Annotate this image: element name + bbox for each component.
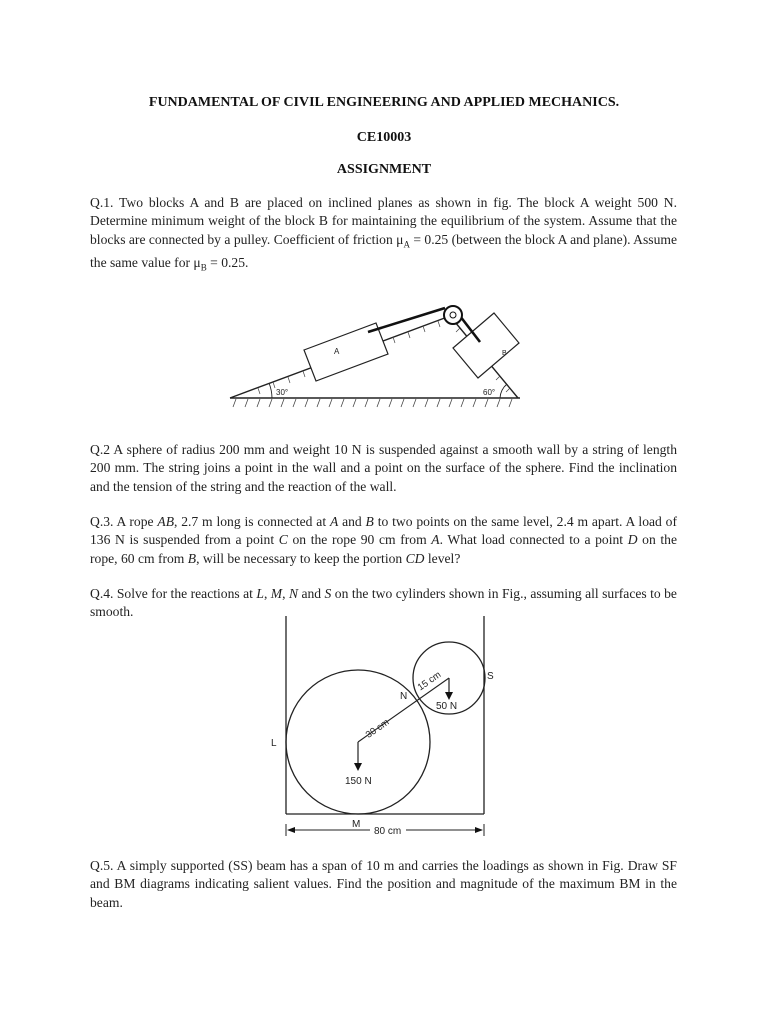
block-a-label: A bbox=[334, 347, 340, 356]
pulley bbox=[444, 306, 462, 324]
label-l: L bbox=[271, 738, 277, 749]
block-a bbox=[304, 323, 388, 381]
cylinders-figure bbox=[262, 616, 502, 842]
angle-30-label: 30° bbox=[276, 388, 289, 397]
rope-left bbox=[368, 308, 445, 332]
label-s: S bbox=[487, 671, 494, 682]
label-m: M bbox=[352, 819, 361, 830]
angle-60-label: 60° bbox=[483, 388, 496, 397]
document-title: FUNDAMENTAL OF CIVIL ENGINEERING AND APPLIED MECHANICS. bbox=[148, 95, 620, 110]
label-n: N bbox=[400, 691, 408, 702]
inclined-planes-figure bbox=[228, 296, 524, 412]
width-dimension-label: 80 cm bbox=[374, 826, 402, 837]
ground-hatching bbox=[233, 399, 512, 407]
weight-large-label: 150 N bbox=[345, 776, 372, 787]
radius-large-label: 30 cm bbox=[363, 716, 392, 741]
block-b bbox=[453, 313, 519, 378]
assignment-heading: ASSIGNMENT bbox=[336, 162, 432, 177]
question-5: Q.5. A simply supported (SS) beam has a span of 10 m and carries the loadings as shown in Fig. Draw SF and BM diagrams indicating salient values. Find the position and magnitude of the maximum BM in the beam. bbox=[90, 858, 677, 910]
weight-small-label: 50 N bbox=[436, 701, 458, 712]
question-3: Q.3. A rope AB, 2.7 m long is connected at A and B to two points on the same level, 2.4 m apart. A load of 136 N is suspended from a point C on the rope 90 cm from A. What load connected to a point D on the rope, 60 cm from B, will be necessary to keep the portion CD level? bbox=[90, 514, 677, 566]
course-code: CE10003 bbox=[356, 130, 412, 145]
question-4: Q.4. Solve for the reactions at L, M, N and S on the two cylinders shown in Fig., assuming all surfaces to be smooth. bbox=[90, 586, 677, 620]
radius-small-label: 15 cm bbox=[415, 669, 444, 694]
weight-arrow-large bbox=[354, 763, 362, 771]
block-b-label: B bbox=[502, 350, 507, 357]
question-1: Q.1. Two blocks A and B are placed on inclined planes as shown in fig. The block A weight 500 N. Determine minimum weight of the block B for maintaining the equilibrium of the system. Assume that the blocks are connected by a pulley. Coefficient of friction $\mu_A = 0.25$ (between the block A and plane). Assume the same value for $\mu_B = 0.25$. bbox=[90, 195, 677, 273]
weight-arrow-small bbox=[445, 692, 453, 700]
question-2: Q.2 A sphere of radius 200 mm and weight 10 N is suspended against a smooth wall by a string of length 200 mm. The string joins a point in the wall and a point on the surface of the sphere. Find the inclination and the tension of the string and the reaction of the wall. bbox=[90, 442, 677, 494]
